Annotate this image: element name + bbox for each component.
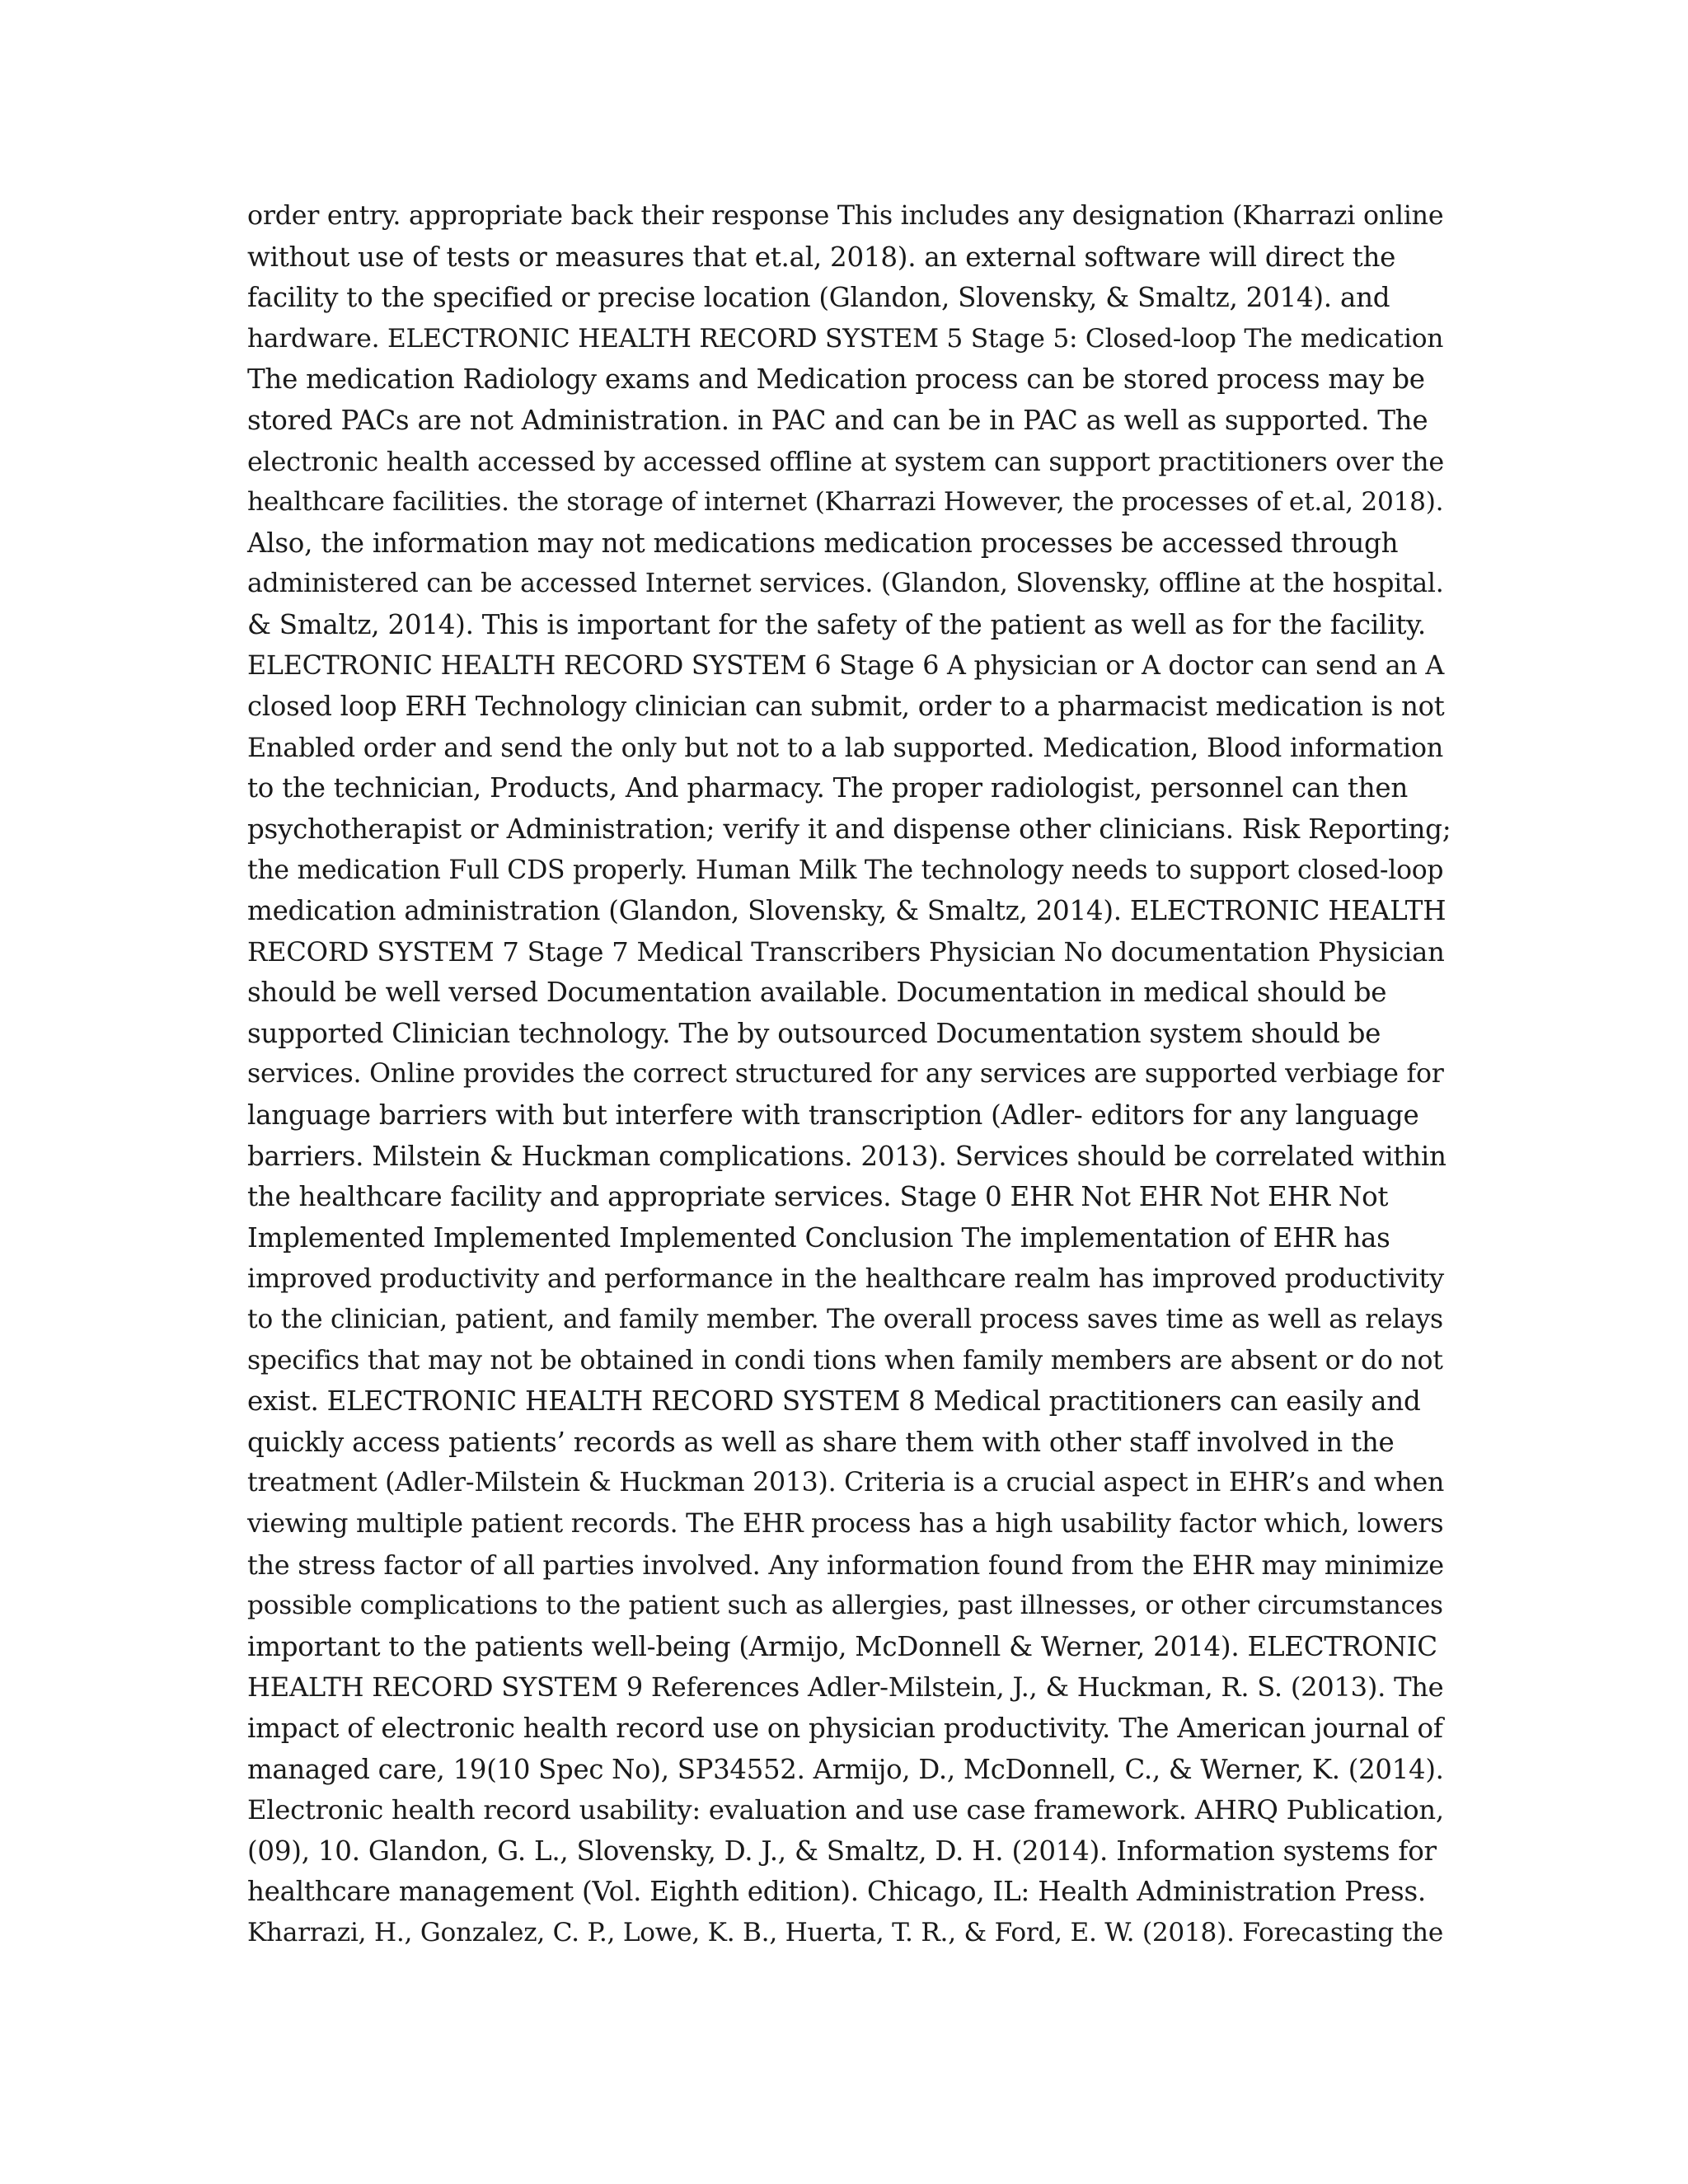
text-line: should be well versed Documentation available. Documentation in medical should be: [247, 977, 1387, 1009]
text-line: services. Online provides the correct structured for any services are supported verbiage for: [247, 1059, 1444, 1090]
text-line: healthcare facilities. the storage of internet (Kharrazi However, the processes of et.al, 2018).: [247, 487, 1444, 518]
text-line: to the technician, Products, And pharmacy. The proper radiologist, personnel can then: [247, 772, 1409, 804]
text-line: stored PACs are not Administration. in PAC and can be in PAC as well as supported. The: [247, 404, 1428, 436]
text-line: possible complications to the patient such as allergies, past illnesses, or other circumstances: [247, 1591, 1443, 1621]
text-line: administered can be accessed Internet services. (Glandon, Slovensky, offline at the hospital.: [247, 569, 1444, 599]
text-line: healthcare management (Vol. Eighth edition). Chicago, IL: Health Administration Press.: [247, 1876, 1426, 1908]
text-line: viewing multiple patient records. The EHR process has a high usability factor which, lowers: [247, 1509, 1444, 1539]
text-line: HEALTH RECORD SYSTEM 9 References Adler-Milstein, J., & Huckman, R. S. (2013). The: [247, 1671, 1444, 1704]
text-line: to the clinician, patient, and family member. The overall process saves time as well as relays: [247, 1305, 1443, 1335]
text-line: RECORD SYSTEM 7 Stage 7 Medical Transcribers Physician No documentation Physician: [247, 935, 1445, 968]
text-line: Enabled order and send the only but not to a lab supported. Medication, Blood information: [247, 731, 1444, 763]
text-line: specifics that may not be obtained in condi tions when family members are absent or do not: [247, 1345, 1443, 1376]
text-line: barriers. Milstein & Huckman complications. 2013). Services should be correlated within: [247, 1140, 1447, 1172]
text-line: order entry. appropriate back their response This includes any designation (Kharrazi online: [247, 201, 1444, 231]
text-line: the medication Full CDS properly. Human Milk The technology needs to support closed-loop: [247, 855, 1444, 885]
text-line: exist. ELECTRONIC HEALTH RECORD SYSTEM 8 Medical practitioners can easily and: [247, 1385, 1421, 1418]
text-line: treatment (Adler-Milstein & Huckman 2013). Criteria is a crucial aspect in EHR’s and when: [247, 1468, 1445, 1498]
text-line: language barriers with but interfere with transcription (Adler- editors for any language: [247, 1099, 1419, 1132]
text-line: Kharrazi, H., Gonzalez, C. P., Lowe, K. B., Huerta, T. R., & Ford, E. W. (2018). Forecasting the: [247, 1917, 1444, 1947]
text-line: medication administration (Glandon, Slovensky, & Smaltz, 2014). ELECTRONIC HEALTH: [247, 895, 1447, 927]
text-line: the healthcare facility and appropriate services. Stage 0 EHR Not EHR Not EHR Not: [247, 1181, 1389, 1213]
text-line: Implemented Implemented Implemented Conclusion The implementation of EHR has: [247, 1221, 1390, 1254]
text-line: closed loop ERH Technology clinician can submit, order to a pharmacist medication is not: [247, 691, 1445, 723]
text-line: managed care, 19(10 Spec No), SP34552. Armijo, D., McDonnell, C., & Werner, K. (2014).: [247, 1753, 1444, 1785]
text-line: impact of electronic health record use on physician productivity. The American journal of: [247, 1712, 1443, 1744]
text-line: electronic health accessed by accessed offline at system can support practitioners over the: [247, 445, 1444, 477]
text-line: hardware. ELECTRONIC HEALTH RECORD SYSTEM 5 Stage 5: Closed-loop The medication: [247, 323, 1444, 354]
text-line: Also, the information may not medications medication processes be accessed through: [247, 527, 1399, 559]
text-line: facility to the specified or precise location (Glandon, Slovensky, & Smaltz, 2014). and: [247, 282, 1390, 314]
text-line: psychotherapist or Administration; verify it and dispense other clinicians. Risk Reporting;: [247, 813, 1451, 845]
text-line: The medication Radiology exams and Medication process can be stored process may be: [247, 363, 1425, 396]
text-line: quickly access patients’ records as well as share them with other staff involved in the: [247, 1426, 1395, 1458]
text-line: without use of tests or measures that et.al, 2018). an external software will direct the: [247, 241, 1396, 273]
text-line: ELECTRONIC HEALTH RECORD SYSTEM 6 Stage 6 A physician or A doctor can send an A: [247, 650, 1445, 681]
text-line: supported Clinician technology. The by outsourced Documentation system should be: [247, 1017, 1381, 1049]
text-line: Electronic health record usability: evaluation and use case framework. AHRQ Publication,: [247, 1794, 1444, 1826]
text-line: (09), 10. Glandon, G. L., Slovensky, D. J., & Smaltz, D. H. (2014). Information systems for: [247, 1835, 1437, 1867]
text-line: & Smaltz, 2014). This is important for the safety of the patient as well as for the facility.: [247, 608, 1426, 640]
text-line: improved productivity and performance in the healthcare realm has improved productivity: [247, 1263, 1444, 1295]
body-text: [247, 196, 1451, 1954]
text-line: the stress factor of all parties involved. Any information found from the EHR may minimize: [247, 1549, 1444, 1581]
text-line: important to the patients well-being (Armijo, McDonnell & Werner, 2014). ELECTRONIC: [247, 1630, 1437, 1662]
